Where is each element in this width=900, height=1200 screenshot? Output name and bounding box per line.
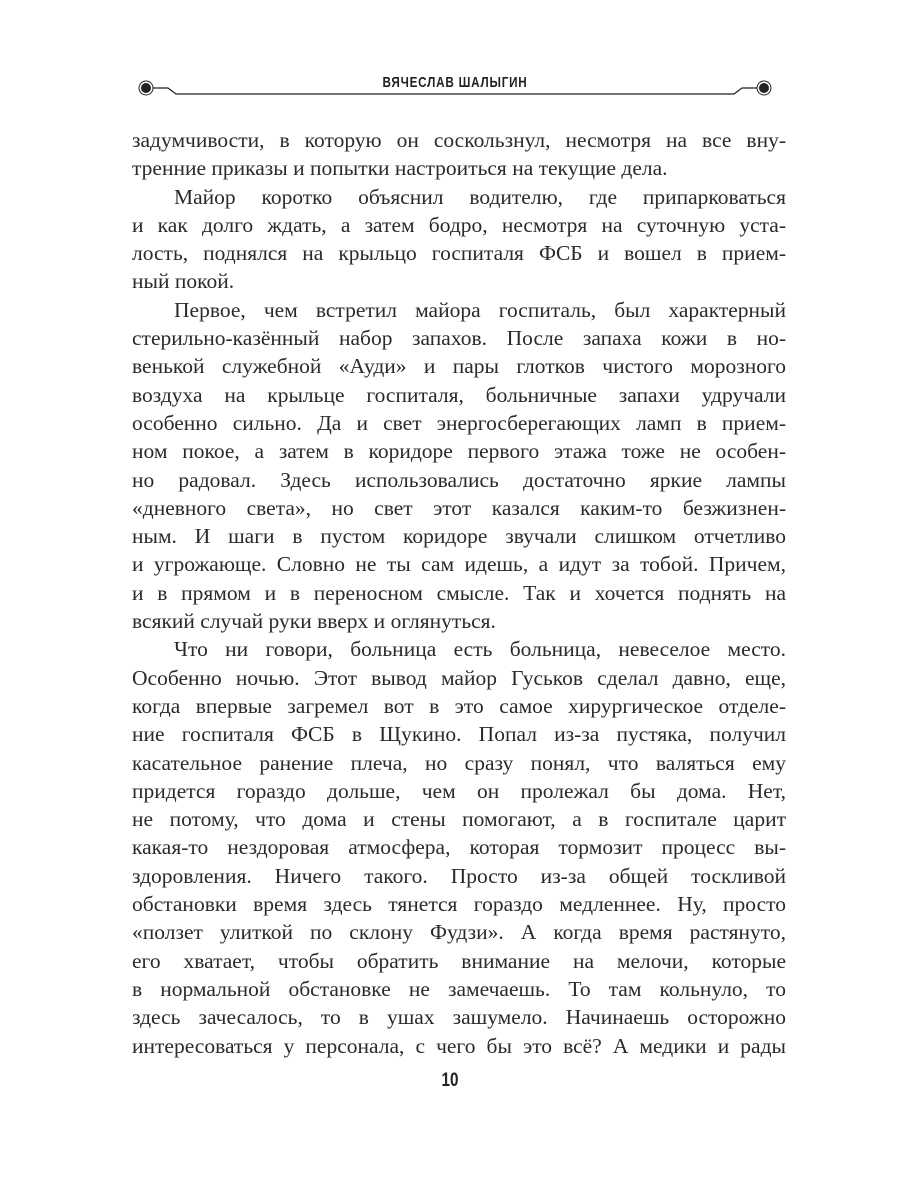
text-line: всякий случай руки вверх и оглянуться. [132, 609, 496, 634]
text-line: ном покое, а затем в коридоре первого этажа тоже не особен- [132, 439, 786, 464]
text-line: здесь зачесалось, то в ушах зашумело. Начинаешь осторожно [132, 1005, 786, 1030]
text-line: но радовал. Здесь использовались достаточно яркие лампы [132, 467, 786, 492]
text-line: задумчивости, в которую он соскользнул, несмотря на все вну- [132, 128, 786, 152]
text-line: не потому, что дома и стены помогают, а в госпитале царит [132, 807, 786, 832]
running-header [138, 62, 772, 102]
text-line: Первое, чем встретил майора госпиталь, был характерный [174, 297, 786, 322]
text-line: и угрожающе. Словно не ты сам идешь, а идут за тобой. Причем, [132, 552, 786, 577]
text-line: ние госпиталя ФСБ в Щукино. Попал из-за пустяка, получил [132, 722, 786, 747]
text-line: ным. И шаги в пустом коридоре звучали слишком отчетливо [132, 524, 786, 549]
text-line: особенно сильно. Да и свет энергосберегающих ламп в прием- [132, 410, 786, 435]
text-line: и как долго ждать, а затем бодро, несмотря на суточную уста- [132, 212, 786, 237]
text-line: лость, поднялся на крыльцо госпиталя ФСБ и вошел в прием- [132, 241, 786, 266]
text-line: его хватает, чтобы обратить внимание на мелочи, которые [132, 948, 786, 973]
text-line: стерильно-казённый набор запахов. После запаха кожи в но- [132, 326, 786, 351]
text-line: Особенно ночью. Этот вывод майор Гуськов сделал давно, еще, [132, 665, 786, 690]
text-line: «дневного света», но свет этот казался каким-то безжизнен- [132, 495, 786, 520]
text-line: «ползет улиткой по склону Фудзи». А когда время растянуто, [132, 920, 786, 945]
text-line: венькой служебной «Ауди» и пары глотков чистого морозного [132, 354, 786, 379]
text-line: в нормальной обстановке не замечаешь. То там кольнуло, то [132, 976, 786, 1001]
text-line: ный покой. [132, 269, 235, 294]
text-line: воздуха на крыльце госпиталя, больничные запахи удручали [132, 382, 786, 407]
text-line: и в прямом и в переносном смысле. Так и хочется поднять на [132, 580, 786, 605]
running-title: ВЯЧЕСЛАВ ШАЛЫГИН [382, 74, 528, 91]
text-line: какая-то нездоровая атмосфера, которая тормозит процесс вы- [132, 835, 786, 860]
text-line: интересоваться у персонала, с чего бы это всё? А медики и рады [132, 1033, 786, 1058]
page-number: 10 [441, 1070, 459, 1091]
text-line: придется гораздо дольше, чем он пролежал бы дома. Нет, [132, 778, 786, 803]
text-line: тренние приказы и попытки настроиться на текущие дела. [132, 156, 668, 181]
text-line: касательное ранение плеча, но сразу понял, что валяться ему [132, 750, 786, 775]
body-text [132, 126, 786, 1060]
text-line: Майор коротко объяснил водителю, где припарковаться [174, 184, 786, 209]
text-line: Что ни говори, больница есть больница, невеселое место. [174, 637, 786, 662]
text-line: обстановки время здесь тянется гораздо медленнее. Ну, просто [132, 892, 786, 917]
text-line: здоровления. Ничего такого. Просто из-за общей тоскливой [132, 863, 786, 888]
text-line: когда впервые загремел вот в это самое хирургическое отделе- [132, 693, 786, 718]
